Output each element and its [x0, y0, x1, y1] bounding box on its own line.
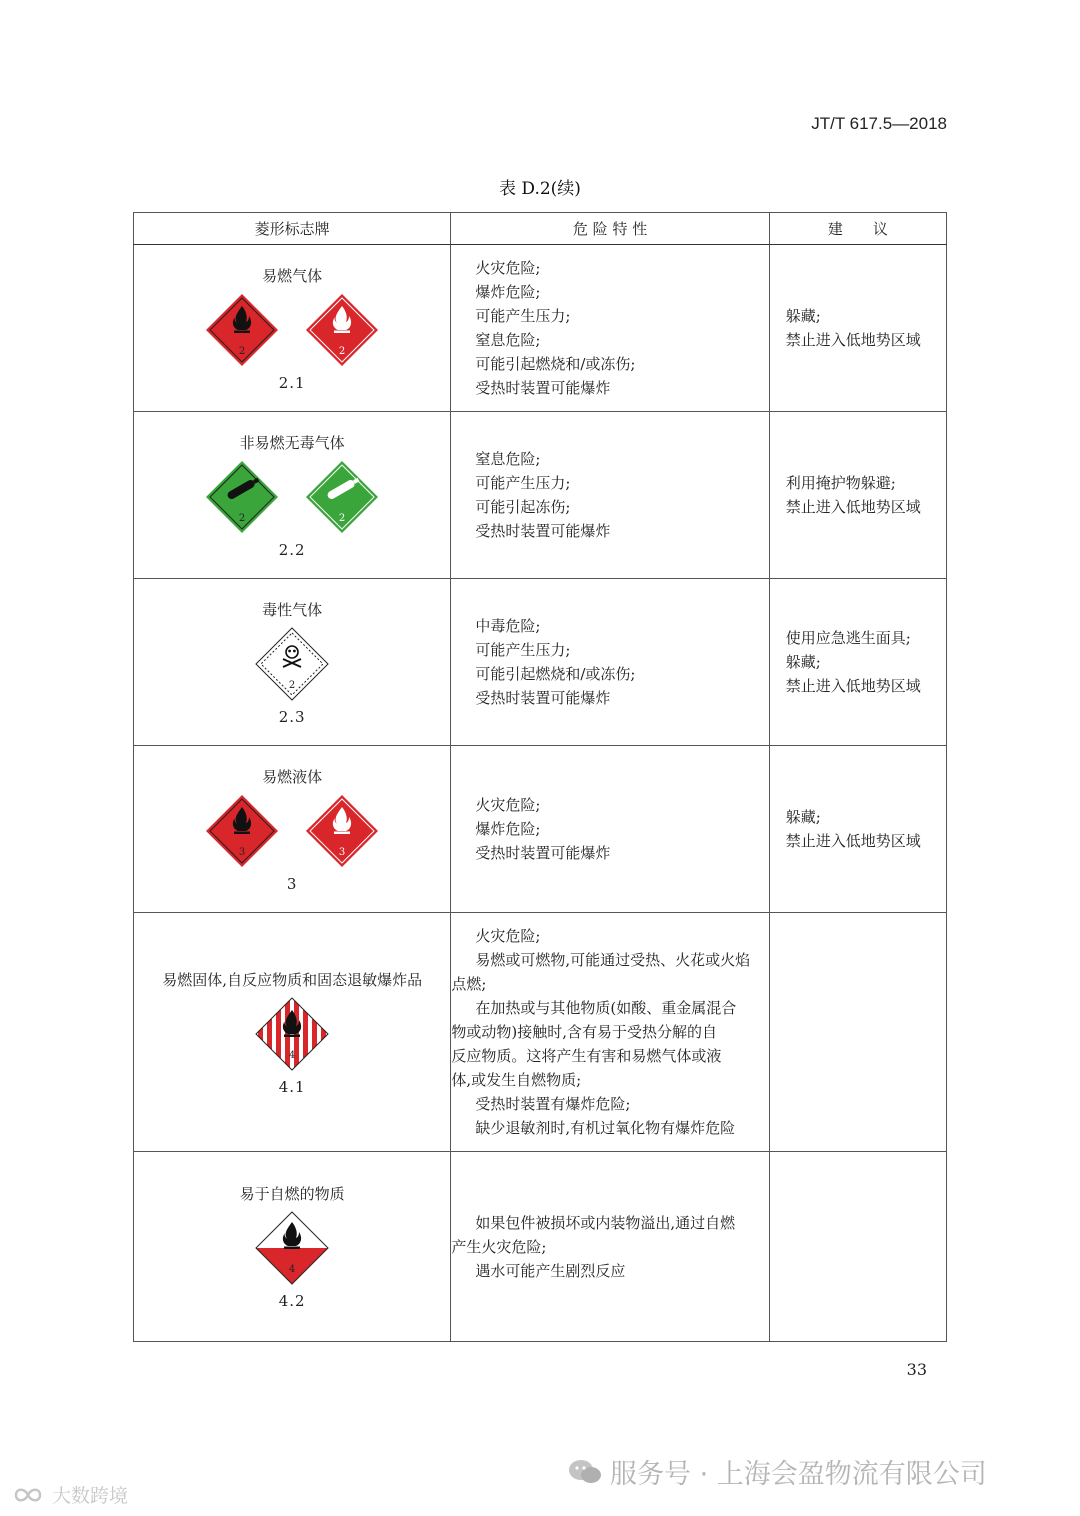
sign-class: 4.2	[278, 1292, 306, 1310]
sign-class: 3	[286, 874, 298, 893]
sign-class: 2.3	[278, 707, 306, 726]
risk-line: 火灾危险;	[475, 259, 541, 277]
advice-cell	[769, 913, 946, 1152]
risk-line: 点燃;	[451, 975, 487, 993]
sign-class: 2.2	[278, 540, 306, 559]
advice-cell	[769, 1152, 946, 1342]
flame-placard-icon	[304, 793, 380, 869]
skull-crossbones-placard-icon	[254, 626, 330, 702]
risk-line: 火灾危险;	[475, 927, 541, 945]
sign-cell	[134, 412, 451, 579]
risk-line: 受热时装置可能爆炸	[475, 379, 611, 397]
risk-line: 反应物质。这将产生有害和易燃气体或液	[451, 1047, 722, 1065]
risk-cell	[451, 412, 769, 579]
advice-cell	[769, 579, 946, 746]
watermark-left-text: 大数跨境	[52, 1485, 129, 1507]
risk-line: 可能产生压力;	[475, 307, 571, 325]
sign-cell	[134, 579, 451, 746]
sign-name: 易于自燃的物质	[239, 1185, 345, 1203]
label-digit: 2	[339, 345, 346, 357]
risk-line: 窒息危险;	[475, 331, 541, 349]
advice-line: 躲藏;	[785, 307, 821, 325]
advice-line: 禁止进入低地势区域	[785, 677, 921, 695]
table-title: 表 D.2(续)	[499, 179, 581, 199]
risk-line: 中毒危险;	[475, 617, 541, 635]
risk-line: 可能引起燃烧和/或冻伤;	[475, 665, 636, 683]
advice-cell	[769, 746, 946, 913]
risk-line: 可能引起燃烧和/或冻伤;	[475, 355, 636, 373]
label-digit: 2	[239, 512, 246, 524]
risk-line: 缺少退敏剂时,有机过氧化物有爆炸危险	[475, 1119, 736, 1137]
advice-line: 禁止进入低地势区域	[785, 331, 921, 349]
advice-line: 禁止进入低地势区域	[785, 498, 921, 516]
risk-line: 如果包件被损坏或内装物溢出,通过自燃	[475, 1213, 736, 1232]
flame-placard-icon	[204, 793, 280, 869]
label-digit: 4	[289, 1049, 296, 1061]
risk-line: 受热时装置可能爆炸	[475, 844, 611, 862]
sign-cell	[134, 746, 451, 913]
column-header-advice: 建 议	[769, 213, 946, 245]
risk-cell	[451, 1152, 769, 1342]
hazard-table	[133, 212, 947, 1342]
sign-cell	[134, 1152, 451, 1342]
table-row	[134, 913, 947, 1152]
risk-line: 物或动物)接触时,含有易于受热分解的自	[451, 1023, 717, 1041]
table-header-row	[134, 213, 947, 245]
wechat-icon	[568, 1458, 602, 1486]
spontaneous-combustion-placard-icon	[254, 1210, 330, 1286]
risk-line: 体,或发生自燃物质;	[451, 1071, 582, 1089]
risk-cell	[451, 913, 769, 1152]
table-row	[134, 1152, 947, 1342]
column-header-sign: 菱形标志牌	[134, 213, 451, 245]
risk-line: 窒息危险;	[475, 450, 541, 468]
risk-line: 在加热或与其他物质(如酸、重金属混合	[475, 999, 737, 1017]
sign-cell	[134, 913, 451, 1152]
gas-cylinder-placard-icon	[304, 459, 380, 535]
risk-line: 产生火灾危险;	[451, 1237, 547, 1256]
risk-line: 爆炸危险;	[475, 820, 541, 838]
flame-placard-icon	[204, 292, 280, 368]
standard-code: JT/T 617.5—2018	[811, 114, 947, 133]
risk-line: 可能产生压力;	[475, 474, 571, 492]
risk-cell	[451, 245, 769, 412]
watermark-right	[568, 1452, 987, 1491]
risk-line: 易燃或可燃物,可能通过受热、火花或火焰	[475, 951, 751, 969]
sign-name: 非易燃无毒气体	[239, 433, 345, 452]
flame-placard-icon	[304, 292, 380, 368]
advice-cell	[769, 245, 946, 412]
advice-line: 躲藏;	[785, 808, 821, 826]
sign-class: 2.1	[278, 373, 306, 392]
sign-name: 易燃液体	[262, 767, 323, 786]
striped-flame-placard-icon	[254, 996, 330, 1072]
table-row	[134, 245, 947, 412]
risk-cell	[451, 579, 769, 746]
risk-line: 受热时装置有爆炸危险;	[475, 1095, 631, 1113]
advice-line: 禁止进入低地势区域	[785, 832, 921, 850]
watermark-left	[10, 1481, 128, 1508]
advice-line: 利用掩护物躲避;	[785, 474, 896, 492]
table-row	[134, 579, 947, 746]
risk-line: 受热时装置可能爆炸	[475, 522, 611, 540]
risk-line: 可能引起冻伤;	[475, 498, 571, 516]
sign-cell	[134, 245, 451, 412]
sign-name: 易燃固体,自反应物质和固态退敏爆炸品	[162, 970, 423, 989]
risk-line: 受热时装置可能爆炸	[475, 689, 611, 707]
label-digit: 4	[289, 1264, 296, 1275]
risk-line: 爆炸危险;	[475, 283, 541, 301]
label-digit: 2	[239, 345, 246, 357]
risk-cell	[451, 746, 769, 913]
risk-line: 可能产生压力;	[475, 641, 571, 659]
page-number: 33	[906, 1360, 927, 1379]
risk-line: 遇水可能产生剧烈反应	[475, 1261, 626, 1280]
sign-name: 易燃气体	[262, 266, 323, 285]
sign-class: 4.1	[278, 1077, 306, 1096]
advice-cell	[769, 412, 946, 579]
infinity-logo-icon	[10, 1484, 46, 1506]
label-digit: 2	[289, 679, 296, 691]
label-digit: 3	[239, 846, 246, 858]
label-digit: 2	[339, 512, 346, 524]
column-header-risk: 危 险 特 性	[451, 213, 769, 245]
table-row	[134, 746, 947, 913]
sign-name: 毒性气体	[262, 600, 323, 619]
label-digit: 3	[339, 846, 346, 858]
risk-line: 火灾危险;	[475, 796, 541, 814]
advice-line: 使用应急逃生面具;	[785, 629, 911, 647]
watermark-right-text: 服务号 · 上海会盈物流有限公司	[610, 1459, 987, 1490]
advice-line: 躲藏;	[785, 653, 821, 671]
table-row	[134, 412, 947, 579]
gas-cylinder-placard-icon	[204, 459, 280, 535]
